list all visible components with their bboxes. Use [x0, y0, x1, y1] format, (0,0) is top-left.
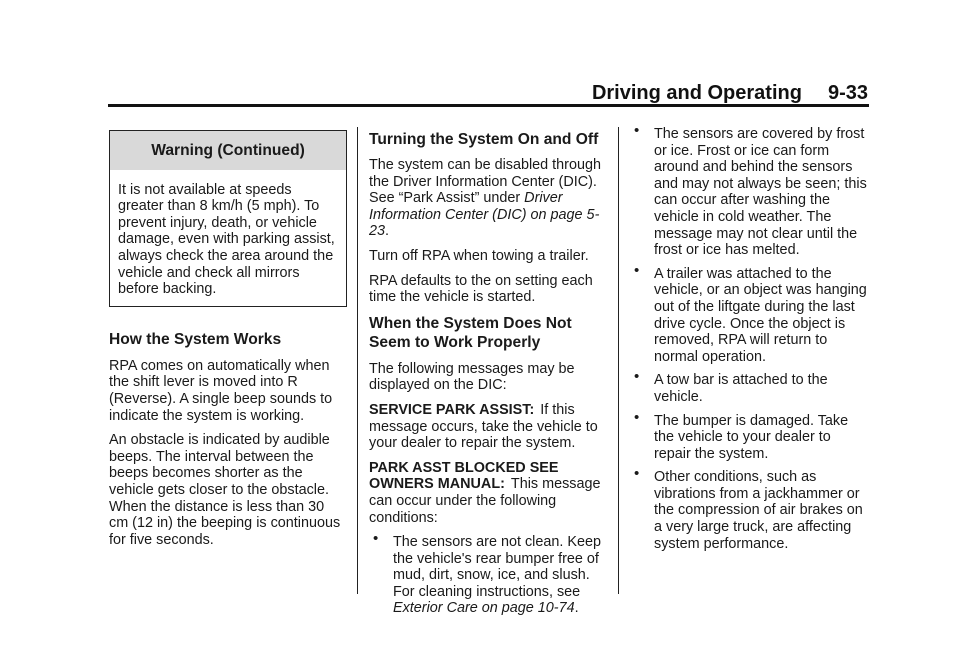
heading-turning-on-off: Turning the System On and Off — [369, 131, 599, 148]
list-item: • Other conditions, such as vibrations from a jackhammer or the compression of air brakes on a very large truck, are affecting system performance. — [634, 465, 863, 552]
bullet-icon: • — [634, 261, 640, 279]
column-divider — [357, 127, 358, 594]
list-item: • A tow bar is attached to the vehicle. — [634, 368, 828, 405]
warning-text: It is not available at speeds greater than 8 km/h (5 mph). To prevent injury, death, or vehicle damage, even with parking assist, always check the area around the vehicle and check all mirrors before backing. — [118, 181, 335, 298]
list-item: • A trailer was attached to the vehicle, or an object was hanging out of the liftgate during the last drive cycle. Once the object is removed, RPA will return to normal operation. — [634, 261, 867, 365]
bullet-icon: • — [634, 122, 640, 139]
list-item: • The bumper is damaged. Take the vehicle to your dealer to repair the system. — [634, 408, 849, 462]
condition-list — [630, 122, 870, 552]
paragraph: An obstacle is indicated by audible beeps. The interval between the beeps becomes shorter as the vehicle gets closer to the obstacle. When the distance is less than 30 cm (12 in) the beeping is continuous for five seconds. — [109, 432, 341, 548]
paragraph: Turn off RPA when towing a trailer. — [369, 247, 589, 264]
message-label: SERVICE PARK ASSIST: — [369, 401, 535, 418]
cross-reference-link[interactable]: Driver Information Center (DIC) on page 5-23 — [369, 190, 600, 240]
column-divider — [618, 127, 619, 594]
list-item: • The sensors are not clean. Keep the vehicle's rear bumper free of mud, dirt, snow, ice, and slush. For cleaning instructions, see Exterior Care on page 10-74. — [373, 530, 601, 617]
paragraph: The system can be disabled through the Driver Information Center (DIC). See “Park Assist” under Driver Information Center (DIC) on page 5-23. — [369, 157, 601, 240]
bullet-icon: • — [634, 408, 640, 426]
heading-not-working: When the System Does Not Seem to Work Properly — [369, 314, 572, 351]
bullet-icon: • — [634, 368, 640, 386]
section-title: Driving and Operating — [591, 82, 802, 104]
list-item: • The sensors are covered by frost or ice. Frost or ice can form around and behind the sensors and may not always be seen; this can occur after washing the vehicle in cold weather. The message may not clear until the frost or ice has melted. — [634, 122, 867, 259]
header-rule — [108, 104, 869, 107]
bullet-icon: • — [373, 530, 379, 548]
condition-list — [369, 530, 609, 617]
page-number: 9-33 — [827, 82, 868, 104]
column-left — [109, 130, 347, 556]
message-label: PARK ASST BLOCKED SEE OWNERS MANUAL: — [369, 459, 559, 493]
column-right — [630, 122, 870, 559]
message-service-park-assist: SERVICE PARK ASSIST: If this message occurs, take the vehicle to your dealer to repair the system. — [369, 401, 598, 452]
paragraph: RPA defaults to the on setting each time the vehicle is started. — [369, 272, 593, 306]
message-park-asst-blocked: PARK ASST BLOCKED SEE OWNERS MANUAL: This message can occur under the following conditions: — [369, 459, 601, 526]
cross-reference-link[interactable]: Exterior Care on page 10-74 — [393, 600, 575, 617]
warning-title: Warning (Continued) — [110, 131, 346, 170]
paragraph: RPA comes on automatically when the shift lever is moved into R (Reverse). A single beep sounds to indicate the system is working. — [109, 357, 333, 424]
heading-how-system-works: How the System Works — [109, 330, 282, 348]
column-middle — [369, 130, 609, 625]
bullet-icon: • — [634, 465, 640, 483]
page-header — [592, 82, 868, 105]
paragraph: The following messages may be displayed on the DIC: — [369, 360, 575, 394]
warning-box — [109, 130, 347, 307]
